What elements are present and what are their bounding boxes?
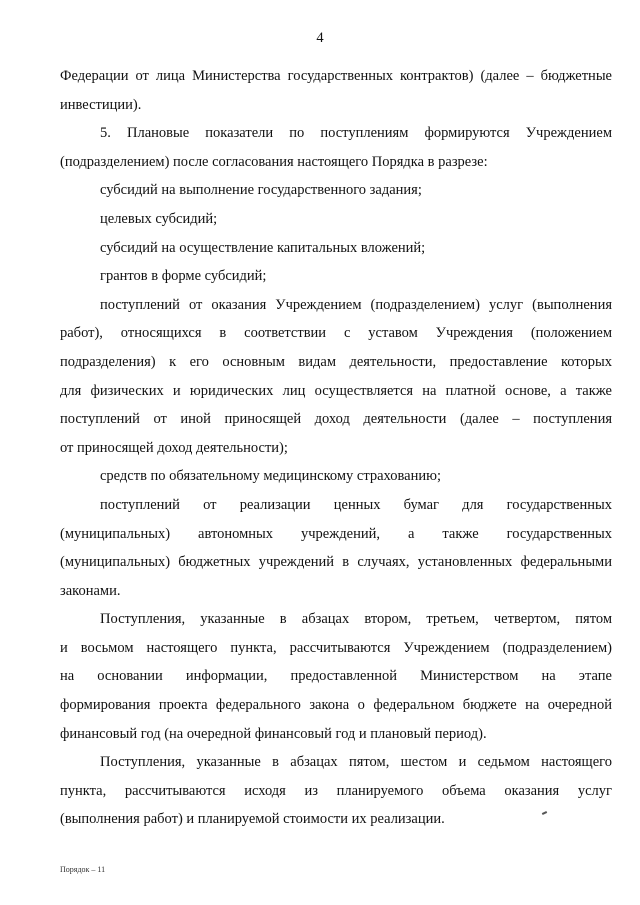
text-line: поступлений от иной приносящей доход деятельности (далее – поступления: [60, 411, 612, 428]
text-line: Поступления, указанные в абзацах пятом, шестом и седьмом настоящего: [100, 754, 612, 771]
paragraph: [60, 748, 612, 834]
text-line: Федерации от лица Министерства государственных контрактов) (далее – бюджетные: [60, 68, 612, 84]
text-line: поступлений от оказания Учреждением (подразделением) услуг (выполнения: [100, 296, 612, 313]
text-line: (выполнения работ) и планируемой стоимости их реализации.: [60, 811, 445, 828]
text-line: Поступления, указанные в абзацах втором, третьем, четвертом, пятом: [100, 611, 612, 628]
text-line: (подразделением) после согласования настоящего Порядка в разрезе:: [60, 153, 488, 170]
text-line: пункта, рассчитываются исходя из планируемого объема оказания услуг: [60, 782, 612, 799]
text-line: (муниципальных) бюджетных учреждений в случаях, установленных федеральными: [60, 554, 612, 571]
text-line: целевых субсидий;: [100, 210, 218, 227]
text-line: и восьмом настоящего пункта, рассчитываются Учреждением (подразделением): [60, 639, 612, 656]
paragraph: [60, 462, 612, 491]
text-line: на основании информации, предоставленной Министерством на этапе: [60, 668, 612, 685]
text-line: финансовый год (на очередной финансовый год и плановый период).: [60, 725, 487, 742]
text-line: средств по обязательному медицинскому страхованию;: [100, 468, 441, 485]
paragraph: [60, 205, 612, 234]
paragraph: [60, 62, 612, 119]
paragraph: [60, 119, 612, 176]
paragraph: [60, 291, 612, 463]
text-line: законами.: [60, 582, 121, 599]
footer-label: Порядок – 11: [60, 865, 106, 874]
text-line: субсидий на выполнение государственного задания;: [100, 182, 422, 199]
text-line: 5. Плановые показатели по поступлениям формируются Учреждением: [100, 125, 612, 142]
text-line: грантов в форме субсидий;: [100, 268, 267, 285]
text-line: для физических и юридических лиц осуществляется на платной основе, а также: [60, 382, 612, 399]
page-number: 4: [316, 30, 324, 46]
text-line: работ), относящихся в соответствии с уставом Учреждения (положением: [60, 325, 612, 342]
paragraph: [60, 262, 612, 291]
text-line: (муниципальных) автономных учреждений, а также государственных: [60, 525, 612, 542]
paragraph: [60, 605, 612, 748]
text-line: субсидий на осуществление капитальных вложений;: [100, 239, 426, 256]
text-line: подразделения) к его основным видам деятельности, предоставление которых: [60, 353, 612, 370]
text-line: от приносящей доход деятельности);: [60, 439, 288, 456]
text-line: инвестиции).: [60, 96, 142, 113]
document-body: [60, 62, 612, 834]
text-line: формирования проекта федерального закона о федеральном бюджете на очередной: [60, 697, 612, 714]
paragraph: [60, 234, 612, 263]
paragraph: [60, 491, 612, 605]
paragraph: [60, 176, 612, 205]
text-line: поступлений от реализации ценных бумаг для государственных: [100, 496, 612, 513]
